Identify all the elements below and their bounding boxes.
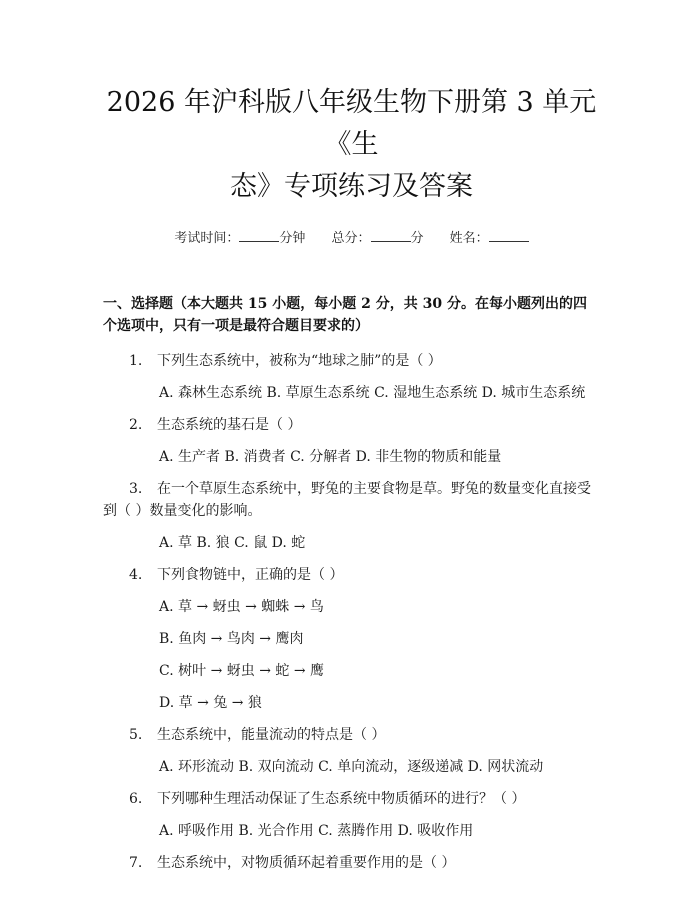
document-title — [103, 0, 600, 208]
exam-info-row — [103, 229, 600, 249]
question-options: A. 环形流动 B. 双向流动 C. 单向流动，逐级递减 D. 网状流动 — [159, 759, 544, 775]
title-line-2: 态》专项练习及答案 — [230, 171, 473, 202]
question-1 — [103, 350, 600, 404]
question-options: A. 草 B. 狼 C. 鼠 D. 蛇 — [159, 535, 306, 551]
question-number: 2. — [129, 417, 143, 433]
question-text: 下列生态系统中，被称为“地球之肺”的是（ ） — [157, 353, 442, 369]
question-options: A. 森林生态系统 B. 草原生态系统 C. 湿地生态系统 D. 城市生态系统 — [159, 385, 586, 401]
question-7 — [103, 852, 600, 874]
question-number: 6. — [129, 791, 143, 807]
option-b: B. 鱼肉 → 鸟肉 → 鹰肉 — [159, 631, 304, 647]
title-line-1: 2026 年沪科版八年级生物下册第 3 单元《生 — [106, 87, 597, 160]
question-stem — [103, 414, 600, 436]
question-6 — [103, 788, 600, 842]
question-text: 下列食物链中，正确的是（ ） — [157, 567, 344, 583]
question-text: 生态系统中，能量流动的特点是（ ） — [157, 727, 386, 743]
total-score-unit: 分 — [410, 231, 424, 246]
total-score-blank[interactable] — [371, 229, 411, 242]
question-text: 下列哪种生理活动保证了生态系统中物质循环的进行？（ ） — [157, 791, 526, 807]
exam-time-blank[interactable] — [239, 229, 279, 242]
question-number: 3. — [129, 481, 143, 497]
question-options: A. 呼吸作用 B. 光合作用 C. 蒸腾作用 D. 吸收作用 — [159, 823, 474, 839]
question-4 — [103, 564, 600, 714]
question-list — [103, 350, 600, 874]
question-stem — [103, 350, 600, 372]
question-number: 7. — [129, 855, 143, 871]
exam-time-unit: 分钟 — [279, 231, 306, 246]
question-stem — [103, 724, 600, 746]
question-number: 4. — [129, 567, 143, 583]
option-d: D. 草 → 兔 → 狼 — [159, 695, 262, 711]
question-stem — [103, 564, 600, 586]
question-text: 生态系统的基石是（ ） — [157, 417, 302, 433]
question-number: 1. — [129, 353, 143, 369]
student-name-blank[interactable] — [489, 229, 529, 242]
exam-time-field — [174, 229, 305, 249]
question-number: 5. — [129, 727, 143, 743]
student-name-label: 姓名： — [449, 231, 489, 246]
option-c: C. 树叶 → 蚜虫 → 蛇 → 鹰 — [159, 663, 325, 679]
question-stem — [103, 478, 600, 522]
option-a: A. 草 → 蚜虫 → 蜘蛛 → 鸟 — [159, 599, 324, 615]
question-stem — [103, 852, 600, 874]
total-score-field — [331, 229, 423, 249]
question-2 — [103, 414, 600, 468]
exam-time-label: 考试时间： — [174, 231, 240, 246]
question-3 — [103, 478, 600, 554]
question-5 — [103, 724, 600, 778]
question-text: 在一个草原生态系统中，野兔的主要食物是草。野兔的数量变化直接受到（ ）数量变化的影响。 — [103, 481, 591, 519]
question-options: A. 生产者 B. 消费者 C. 分解者 D. 非生物的物质和能量 — [159, 449, 502, 465]
question-text: 生态系统中，对物质循环起着重要作用的是（ ） — [157, 855, 456, 871]
total-score-label: 总分： — [331, 231, 371, 246]
question-stem — [103, 788, 600, 810]
section-heading: 一、选择题（本大题共 15 小题，每小题 2 分，共 30 分。在每小题列出的四个选项中，只有一项是最符合题目要求的） — [103, 296, 587, 334]
student-name-field — [450, 229, 529, 249]
